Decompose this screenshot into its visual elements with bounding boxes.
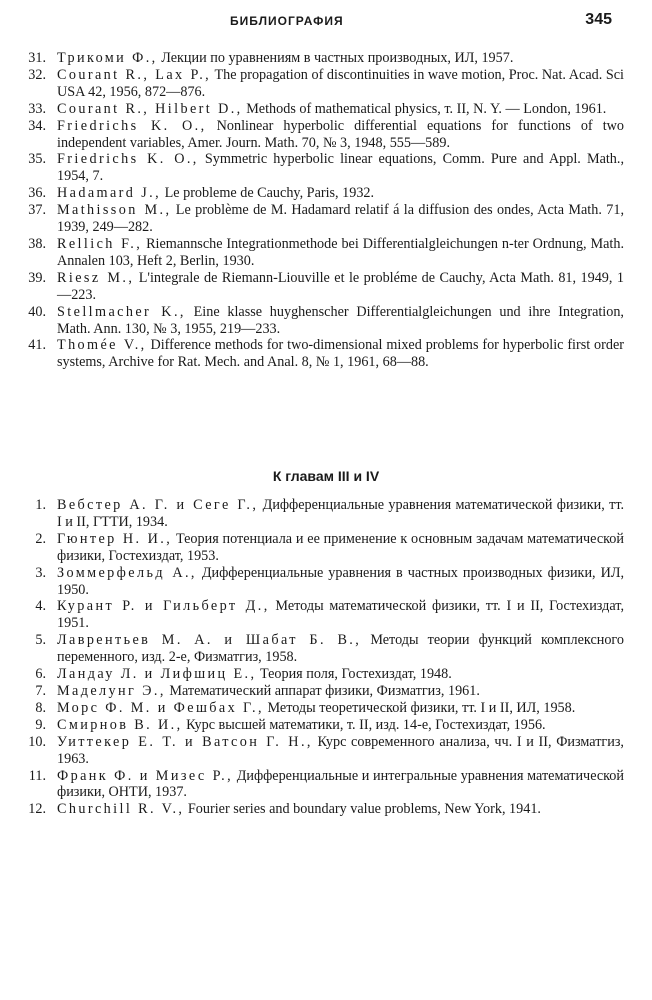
reference-text: Дифференциальные уравнения в частных производных физики, ИЛ, 1950. [57, 564, 624, 598]
reference-entry [18, 337, 624, 371]
reference-entry [18, 801, 624, 818]
reference-number: 5. [35, 632, 46, 649]
reference-text: Математический аппарат физики, Физматгиз, 1961. [165, 682, 480, 699]
reference-number: 41. [28, 337, 46, 354]
reference-text: Методы математической физики, тт. I и II, Гостехиздат, 1951. [57, 598, 624, 632]
reference-number: 3. [35, 564, 46, 581]
reference-text: The propagation of discontinuities in wave motion, Proc. Nat. Acad. Sci USA 42, 1956, 872—876. [57, 66, 624, 100]
reference-author: Трикоми Ф., [57, 50, 158, 66]
reference-author: Гюнтер Н. И., [57, 530, 173, 547]
reference-number: 8. [35, 699, 46, 716]
reference-text: Методы теории функций комплексного переменного, изд. 2-е, Физматгиз, 1958. [57, 632, 624, 666]
reference-author: Маделунг Э., [57, 682, 166, 699]
reference-author: Hadamard J., [57, 185, 162, 202]
reference-number: 40. [28, 303, 46, 320]
reference-author: Морс Ф. М. и Фешбах Г., [57, 699, 264, 716]
reference-number: 35. [28, 151, 46, 168]
reference-text: Symmetric hyperbolic linear equations, Comm. Pure and Appl. Math., 1954, 7. [57, 151, 624, 185]
reference-entry [18, 304, 624, 338]
reference-text: Nonlinear hyperbolic differential equations for functions of two independent variables, Amer. Journ. Math. 70, № 3, 1948, 555—589. [57, 117, 624, 151]
reference-entry [18, 565, 624, 599]
reference-entry [18, 101, 624, 118]
reference-entry [18, 598, 624, 632]
reference-author: Уиттекер Е. Т. и Ватсон Г. Н., [57, 733, 313, 750]
reference-list-chapters-3-4 [18, 497, 624, 818]
reference-text: Курс современного анализа, чч. I и II, Физматгиз, 1963. [57, 733, 624, 767]
reference-number: 1. [35, 497, 46, 513]
reference-number: 36. [28, 185, 46, 202]
reference-number: 7. [35, 682, 46, 699]
reference-text: Теория потенциала и ее применение к основным задачам математической физики, Гостехиздат, 1953. [57, 530, 624, 564]
reference-number: 33. [28, 100, 46, 117]
reference-entry [18, 734, 624, 768]
reference-text: Fourier series and boundary value problems, New York, 1941. [184, 801, 541, 818]
reference-number: 12. [28, 801, 46, 818]
reference-author: Франк Ф. и Мизес Р., [57, 767, 234, 784]
reference-entry [18, 683, 624, 700]
reference-text: Difference methods for two-dimensional mixed problems for hyperbolic first order systems, Archive for Rat. Mech. and Anal. 8, № 1, 1961, 68—88. [57, 337, 624, 371]
reference-entry [18, 236, 624, 270]
reference-entry [18, 717, 624, 734]
reference-number: 37. [28, 202, 46, 219]
section-heading: К главам III и IV [272, 468, 380, 484]
reference-entry [18, 768, 624, 802]
reference-number: 11. [28, 767, 46, 784]
reference-text: L'integrale de Riemann-Liouville et le probléme de Cauchy, Acta Math. 81, 1949, 1—223. [57, 269, 624, 303]
reference-entry [18, 118, 624, 152]
reference-entry [18, 270, 624, 304]
reference-text: Дифференциальные уравнения математической физики, тт. I и II, ГТТИ, 1934. [57, 497, 624, 530]
reference-author: Лаврентьев М. А. и Шабат Б. В., [57, 632, 362, 649]
reference-text: Теория поля, Гостехиздат, 1948. [256, 666, 452, 683]
reference-text: Лекции по уравнениям в частных производных, ИЛ, 1957. [157, 50, 514, 66]
reference-author: Riesz M., [57, 269, 135, 286]
reference-entry [18, 666, 624, 683]
reference-number: 10. [28, 733, 46, 750]
reference-text: Le probleme de Cauchy, Paris, 1932. [161, 185, 375, 202]
reference-number: 4. [35, 598, 46, 615]
reference-text: Methods of mathematical physics, т. II, N. Y. — London, 1961. [242, 100, 607, 117]
reference-author: Курант Р. и Гильберт Д., [57, 598, 270, 615]
page-number: 345 [585, 11, 612, 28]
page-header [20, 12, 620, 34]
reference-text: Eine klasse huyghenscher Differentialgleichungen und ihre Integration, Math. Ann. 130, № 3, 1955, 219—233. [57, 303, 624, 337]
reference-entry [18, 67, 624, 101]
reference-number: 31. [28, 50, 46, 66]
reference-entry [18, 50, 624, 67]
reference-entry [18, 531, 624, 565]
reference-author: Courant R., Lax P., [57, 66, 212, 83]
reference-author: Friedrichs K. O., [57, 117, 207, 134]
reference-entry [18, 202, 624, 236]
reference-author: Вебстер А. Г. и Сеге Г., [57, 497, 259, 513]
reference-list-continued [18, 50, 624, 371]
reference-author: Rellich F., [57, 235, 143, 252]
reference-author: Thomée V., [57, 337, 147, 354]
reference-entry [18, 632, 624, 666]
reference-entry [18, 151, 624, 185]
reference-number: 38. [28, 235, 46, 252]
reference-text: Le problème de M. Hadamard relatif á la diffusion des ondes, Acta Math. 71, 1939, 249—282. [57, 202, 624, 236]
reference-entry [18, 700, 624, 717]
reference-number: 6. [35, 666, 46, 683]
reference-number: 32. [28, 66, 46, 83]
reference-number: 39. [28, 269, 46, 286]
reference-entry [18, 185, 624, 202]
reference-text: Дифференциальные и интегральные уравнения математической физики, ОНТИ, 1937. [57, 767, 624, 801]
reference-author: Зоммерфельд А., [57, 564, 197, 581]
reference-author: Friedrichs K. O., [57, 151, 199, 168]
reference-entry [18, 497, 624, 531]
reference-number: 9. [35, 716, 46, 733]
reference-author: Mathisson M., [57, 202, 172, 219]
reference-text: Riemannsche Integrationmethode bei Differentialgleichungen n-ter Ordnung, Math. Annalen 103, Heft 2, Berlin, 1930. [57, 235, 624, 269]
reference-text: Методы теоретической физики, тт. I и II, ИЛ, 1958. [263, 699, 576, 716]
running-title: БИБЛИОГРАФИЯ [230, 14, 344, 28]
reference-author: Смирнов В. И., [57, 716, 183, 733]
reference-author: Churchill R. V., [57, 801, 185, 818]
reference-number: 2. [35, 530, 46, 547]
reference-author: Courant R., Hilbert D., [57, 100, 243, 117]
reference-number: 34. [28, 117, 46, 134]
reference-author: Stellmacher K., [57, 303, 186, 320]
reference-text: Курс высшей математики, т. II, изд. 14-е, Гостехиздат, 1956. [182, 716, 546, 733]
reference-author: Ландау Л. и Лифшиц Е., [57, 666, 257, 683]
